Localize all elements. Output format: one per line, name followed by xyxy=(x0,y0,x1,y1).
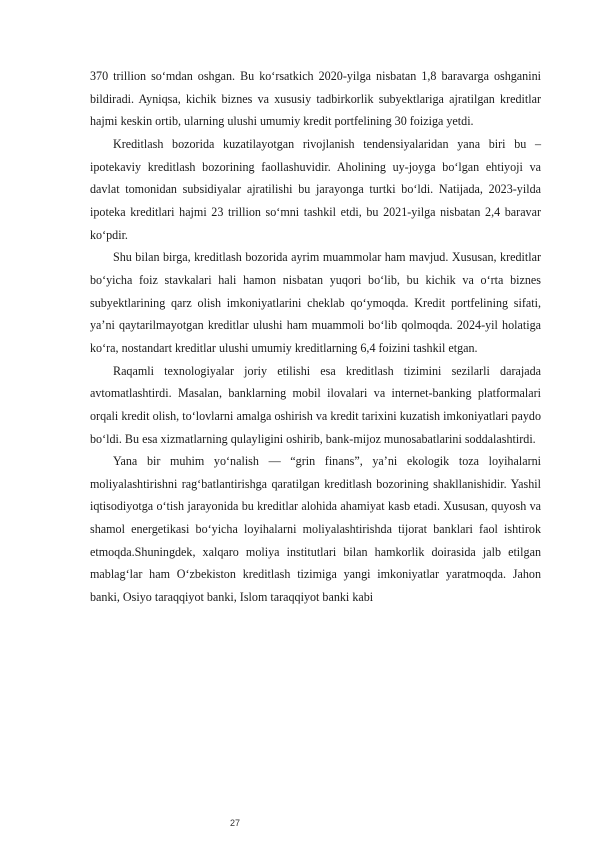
paragraph-lending-problems: Shu bilan birga, kreditlash bozorida ayrim muammolar ham mavjud. Xususan, kreditlar bo‘yicha foiz stavkalari hali hamon nisbatan yuqori bo‘lib, bu kichik va o‘rta biznes subyektlarining qarz olish imkoniyatlarini cheklab qo‘ymoqda. Kredit portfelining sifati, ya’ni qaytarilmayotgan kreditlar ulushi ham muammoli bo‘lib qolmoqda. 2024-yil holatiga ko‘ra, nostandart kreditlar ulushi umumiy kreditlarning 6,4 foizini tashkil etgan. xyxy=(90,250,541,355)
paragraph-continuation: 370 trillion so‘mdan oshgan. Bu ko‘rsatkich 2020-yilga nisbatan 1,8 baravarga oshganini bildiradi. Ayniqsa, kichik biznes va xususiy tadbirkorlik subyektlariga ajratilgan kreditlar hajmi keskin ortib, ularning ulushi umumiy kredit portfelining 30 foiziga yetdi. xyxy=(90,69,541,129)
paragraph-green-finance: Yana bir muhim yo‘nalish — “grin finans”, ya’ni ekologik toza loyihalarni moliyalashtirishni rag‘batlantirishga qaratilgan kreditlash bozorining shakllanishidir. Yashil iqtisodiyotga o‘tish jarayonida bu kreditlar alohida ahamiyat kasb etadi. Xususan, quyosh va shamol energetikasi bo‘yicha loyihalarni moliyalashtirishda tijorat banklari faol ishtirok etmoqda.Shuningdek, xalqaro moliya institutlari bilan hamkorlik doirasida jalb etilgan mablag‘lar ham O‘zbekiston kreditlash tizimiga yangi imkoniyatlar yaratmoqda. Jahon banki, Osiyo taraqqiyot banki, Islom taraqqiyot banki kabi xyxy=(90,454,541,605)
page-number: 27 xyxy=(230,818,241,828)
paragraph-mortgage-lending: Kreditlash bozorida kuzatilayotgan rivojlanish tendensiyalaridan yana biri bu – ipotekaviy kreditlash bozorining faollashuvidir. Aholining uy-joyga bo‘lgan ehtiyoji va davlat tomonidan subsidiyalar ajratilishi bu jarayonga turtki bo‘ldi. Natijada, 2023-yilda ipoteka kreditlari hajmi 23 trillion so‘mni tashkil etdi, bu 2021-yilga nisbatan 2,4 baravar ko‘pdir. xyxy=(90,136,541,242)
paragraph-digital-technologies: Raqamli texnologiyalar joriy etilishi esa kreditlash tizimini sezilarli darajada avtomatlashtirdi. Masalan, banklarning mobil ilovalari va internet-banking platformalari orqali kredit olish, to‘lovlarni amalga oshirish va kredit tarixini kuzatish imkoniyatlari paydo bo‘ldi. Bu esa xizmatlarning qulayligini oshirib, bank-mijoz munosabatlarini soddalashtirdi. xyxy=(90,363,541,446)
body-text xyxy=(90,65,541,609)
